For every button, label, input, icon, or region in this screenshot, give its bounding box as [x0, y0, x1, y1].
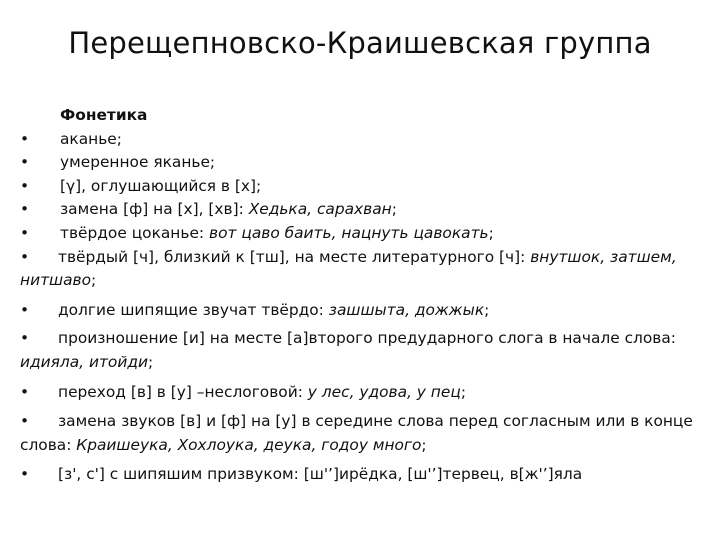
- item-example: внутшок, затшем, нитшаво: [20, 247, 677, 290]
- item-example: идияла, итойди: [20, 352, 148, 371]
- item-text: [з', с'] с шипяшим призвуком: [ш'ʼ]ирёдка, [ш'ʼ]тервец, в[ж'ʼ]яла: [58, 465, 583, 484]
- list-item: [20, 198, 700, 222]
- bullet-icon: •: [20, 247, 30, 266]
- list-item: [20, 222, 700, 246]
- item-tail: ;: [91, 271, 97, 290]
- item-example: вот цаво баить, нацнуть цавокать: [209, 223, 489, 242]
- item-text: произношение [и] на месте [а]второго предударного слога в начале слова:: [58, 329, 676, 348]
- item-text: долгие шипящие звучат твёрдо:: [58, 300, 329, 319]
- bullet-icon: •: [20, 329, 30, 348]
- list-item: [20, 128, 700, 152]
- list-item: [20, 175, 700, 199]
- list-item: [20, 381, 700, 405]
- bullet-icon: •: [20, 300, 30, 319]
- list-item: [20, 246, 700, 293]
- bullet-icon: •: [20, 129, 30, 148]
- bullet-icon: •: [20, 176, 30, 195]
- item-example: у лес, удова, у пец: [307, 382, 461, 401]
- item-tail: ;: [460, 382, 466, 401]
- list-item: [20, 151, 700, 175]
- slide-title: Перещепновско-Краишевская группа: [68, 26, 652, 60]
- item-example: Краишеукa, Хохлоука, деука, годоу много: [76, 435, 422, 454]
- bullet-icon: •: [20, 465, 30, 484]
- item-text: переход [в] в [у] –неслоговой:: [58, 382, 308, 401]
- bullet-icon: •: [20, 223, 30, 242]
- item-text: умеренное яканье;: [60, 153, 216, 172]
- item-text: твёрдое цоканье:: [60, 223, 209, 242]
- item-text: [γ], оглушающийся в [х];: [60, 176, 262, 195]
- item-tail: ;: [484, 300, 490, 319]
- list-item: [20, 327, 700, 374]
- item-text: замена звуков [в] и [ф] на [у] в середине слова перед согласным или в конце слова:: [20, 412, 693, 454]
- list-item: [20, 463, 700, 487]
- item-tail: ;: [391, 200, 397, 219]
- item-example: зашшыта, дожжык: [328, 300, 485, 319]
- item-tail: ;: [148, 352, 154, 371]
- bullet-icon: •: [20, 382, 30, 401]
- bullet-icon: •: [20, 412, 30, 431]
- slide-content: [20, 104, 700, 487]
- bullet-icon: •: [20, 153, 30, 172]
- item-text: замена [ф] на [х], [хв]:: [60, 200, 249, 219]
- item-text: твёрдый [ч], близкий к [тш], на месте литературного [ч]:: [58, 247, 531, 266]
- bullet-icon: •: [20, 200, 30, 219]
- list-item: [20, 410, 700, 457]
- item-tail: ;: [421, 435, 427, 454]
- list-item: [20, 299, 700, 323]
- item-text: аканье;: [60, 129, 122, 148]
- item-example: Хедька, сарахван: [248, 200, 392, 219]
- item-tail: ;: [488, 223, 494, 242]
- section-heading: Фонетика: [60, 106, 148, 124]
